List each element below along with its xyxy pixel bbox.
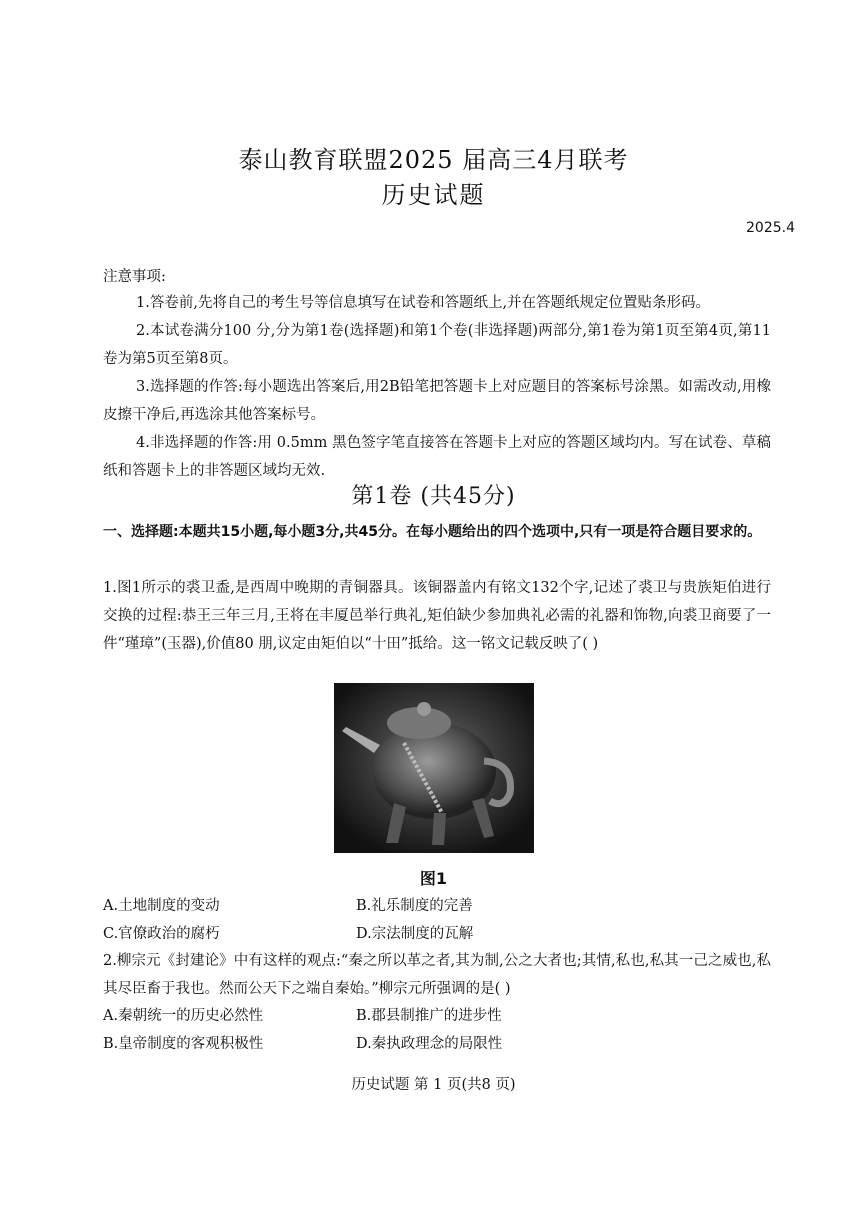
notice-heading: 注意事项: (103, 269, 166, 285)
option-c: C.官僚政治的腐朽 (103, 926, 220, 942)
option-c: B.皇帝制度的客观积极性 (103, 1036, 264, 1052)
notice-item: 4.非选择题的作答:用 0.5mm 黑色签字笔直接答在答题卡上对应的答题区域均内。写在试卷、草稿纸和答题卡上的非答题区域均无效. (103, 435, 771, 479)
notice-item: 1.答卷前,先将自己的考生号等信息填写在试卷和答题纸上,并在答题纸规定位置贴条形码。 (136, 295, 711, 311)
figure-caption: 图1 (419, 869, 448, 888)
option-d: D.宗法制度的瓦解 (356, 926, 474, 942)
notice-item: 2.本试卷满分100 分,分为第1卷(选择题)和第1个卷(非选择题)两部分,第1卷为第1页至第4页,第11卷为第5页至第8页。 (103, 323, 771, 367)
question-stem: 2.柳宗元《封建论》中有这样的观点:“秦之所以革之者,其为制,公之大者也;其情,私也,私其一己之威也,私其尽臣畜于我也。然而公天下之端自秦始。”柳宗元所强调的是( ) (103, 953, 771, 997)
notice-item: 3.选择题的作答:每小题选出答案后,用2B铅笔把答题卡上对应题目的答案标号涂黑。如需改动,用橡皮擦干净后,再选涂其他答案标号。 (103, 379, 771, 423)
exam-title: 泰山教育联盟2025 届高三4月联考 (238, 146, 629, 174)
exam-subject: 历史试题 (381, 181, 486, 209)
option-d: D.秦执政理念的局限性 (356, 1036, 503, 1052)
option-a: A.土地制度的变动 (103, 898, 220, 914)
page-footer: 历史试题 第 1 页(共8 页) (351, 1077, 516, 1093)
exam-date: 2025.4 (746, 220, 795, 236)
question-stem: 1.图1所示的裘卫盉,是西周中晚期的青铜器具。该铜器盖内有铭文132个字,记述了裘卫与贵族矩伯进行交换的过程:恭王三年三月,王将在丰厦邑举行典礼,矩伯缺少参加典礼必需的礼器和饰物,向裘卫商要了一件“瑾璋”(玉器),价值80 朋,议定由矩伯以“十田”抵给。这一铭文记载反映了( ) (103, 580, 771, 652)
option-a: A.秦朝统一的历史必然性 (103, 1008, 264, 1024)
section-instruction: 一、选择题:本题共15小题,每小题3分,共45分。在每小题给出的四个选项中,只有一项是符合题目要求的。 (103, 524, 762, 540)
option-b: B.礼乐制度的完善 (356, 898, 473, 914)
option-b: B.郡县制推广的进步性 (356, 1008, 502, 1024)
section-title: 第1卷 (共45分) (351, 484, 516, 509)
bronze-vessel-figure (334, 683, 534, 853)
